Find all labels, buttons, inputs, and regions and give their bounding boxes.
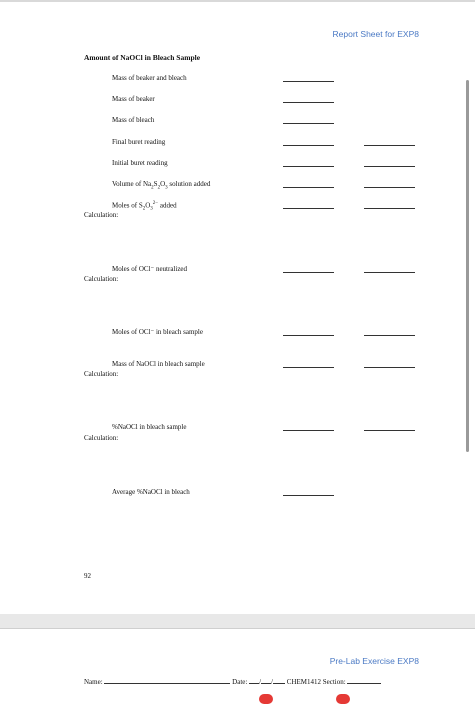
row-label-mass-naocl-sample: Mass of NaOCl in bleach sample bbox=[112, 360, 205, 368]
answer-line bbox=[364, 166, 415, 167]
answer-line bbox=[283, 430, 334, 431]
name-label: Name: bbox=[84, 678, 103, 686]
row-label-mass-beaker-bleach: Mass of beaker and bleach bbox=[112, 74, 187, 82]
answer-line bbox=[364, 335, 415, 336]
date-day-line bbox=[261, 677, 271, 684]
page-header: Report Sheet for EXP8 bbox=[332, 29, 419, 39]
answer-line bbox=[283, 495, 334, 496]
row-label-moles-thiosulfate: Moles of $S_2O_3^{2-}$ added bbox=[112, 201, 177, 212]
page-number: 92 bbox=[84, 572, 91, 580]
answer-line bbox=[364, 272, 415, 273]
row-label-percent-naocl: %NaOCl in bleach sample bbox=[112, 423, 187, 431]
answer-line bbox=[364, 430, 415, 431]
student-info-row: Name: Date: / / CHEM1412 Section: bbox=[84, 677, 381, 686]
calculation-label: Calculation: bbox=[84, 370, 119, 378]
date-year-line bbox=[273, 677, 285, 684]
calculation-label: Calculation: bbox=[84, 275, 119, 283]
row-label-average-naocl: Average %NaOCl in bleach bbox=[112, 488, 190, 496]
answer-line bbox=[283, 335, 334, 336]
answer-line bbox=[283, 102, 334, 103]
date-label: Date: bbox=[232, 678, 248, 686]
calculation-label: Calculation: bbox=[84, 211, 119, 219]
red-tab-right bbox=[336, 694, 350, 704]
course-section-label: CHEM1412 Section: bbox=[286, 678, 346, 686]
answer-line bbox=[364, 187, 415, 188]
row-label-mass-beaker: Mass of beaker bbox=[112, 95, 155, 103]
answer-line bbox=[283, 166, 334, 167]
answer-line bbox=[364, 208, 415, 209]
row-label-volume-thiosulfate: Volume of $Na_2S_2O_3$ solution added bbox=[112, 180, 211, 191]
answer-line bbox=[283, 123, 334, 124]
section-field-line bbox=[347, 677, 381, 684]
row-label-initial-buret: Initial buret reading bbox=[112, 159, 168, 167]
row-label-final-buret: Final buret reading bbox=[112, 138, 166, 146]
vertical-scrollbar[interactable] bbox=[466, 80, 469, 452]
prelab-header: Pre-Lab Exercise EXP8 bbox=[329, 656, 419, 666]
answer-line bbox=[283, 81, 334, 82]
answer-line bbox=[283, 187, 334, 188]
prelab-page bbox=[0, 629, 475, 700]
page-separator bbox=[0, 614, 475, 628]
answer-line bbox=[364, 367, 415, 368]
section-title: Amount of NaOCl in Bleach Sample bbox=[84, 53, 201, 62]
answer-line bbox=[283, 272, 334, 273]
name-field-line bbox=[104, 677, 230, 684]
answer-line bbox=[283, 367, 334, 368]
report-page bbox=[0, 2, 475, 614]
row-label-moles-ocl-neutralized: Moles of OCl⁻ neutralized bbox=[112, 265, 188, 273]
answer-line bbox=[283, 145, 334, 146]
row-label-mass-bleach: Mass of bleach bbox=[112, 116, 155, 124]
row-label-moles-ocl-sample: Moles of OCl⁻ in bleach sample bbox=[112, 328, 203, 336]
date-month-line bbox=[249, 677, 259, 684]
red-tab-left bbox=[259, 694, 273, 704]
calculation-label: Calculation: bbox=[84, 434, 119, 442]
answer-line bbox=[364, 145, 415, 146]
answer-line bbox=[283, 208, 334, 209]
